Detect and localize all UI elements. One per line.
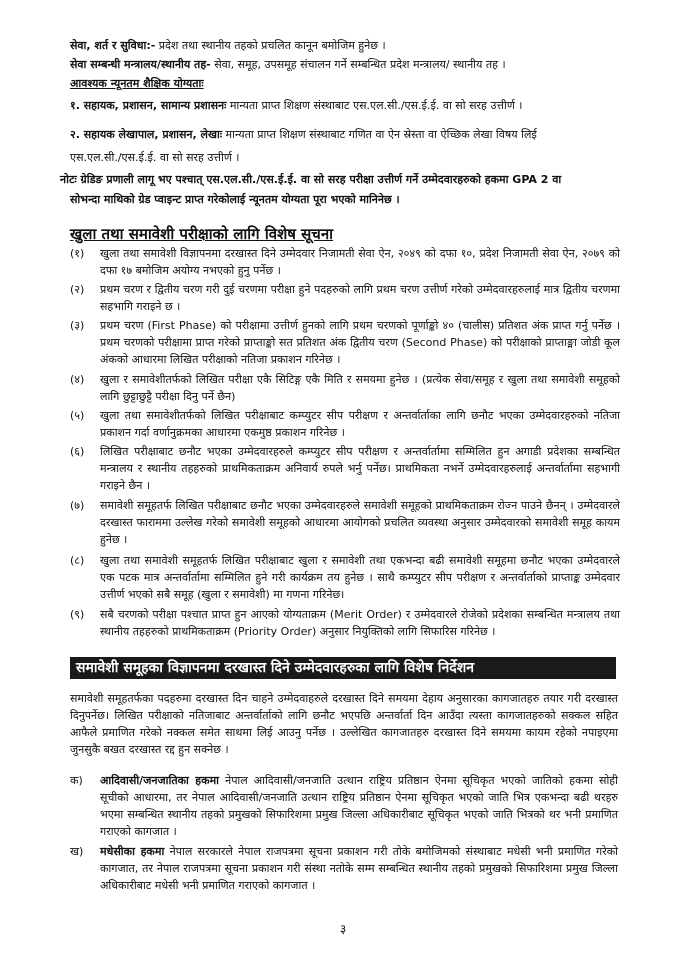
item-text: लिखित परीक्षाबाट छनौट भएका उम्मेदवारहरुले कम्प्युटर सीप परीक्षण र अन्तर्वार्तामा सम्मिलित हुन अगाडी प्रदेशका सम्बन्धित मन्त्रालय र स्थानीय तहहरुको प्राथमिकताक्रम अनिवार्य रुपले भर्नु पर्नेछ। प्राथमिकता नभर्ने उम्मेदवारहरुलाई अन्तर्वार्तामा सहभागी गराइने छैन । [100, 445, 620, 492]
terms-line [70, 38, 386, 53]
qualification-2 [70, 127, 537, 142]
sub-item-label: ख) [70, 845, 84, 858]
sub-item-label: क) [70, 774, 83, 787]
item-number: (६) [70, 445, 85, 458]
item-text: खुला तथा समावेशी विज्ञापनमा दरखास्त दिने उम्मेदवार निजामती सेवा ऐन, २०४९ को दफा १०, प्रदेश निजामती सेवा ऐन, २०७९ को दफा १७ बमोजिम अयोग्य नभएको हुनु पर्नेछ । [100, 247, 620, 277]
special-notice-heading: खुला तथा समावेशी परीक्षाको लागि विशेष सूचना [70, 225, 334, 243]
page-number: ३ [340, 922, 347, 936]
item-text: सबै चरणको परीक्षा पश्चात प्राप्त हुन आएको योग्यताक्रम (Merit Order) र उम्मेदवारले रोजेको प्रदेशका सम्बन्धित मन्त्रालय तथा स्थानीय तहहरुको प्राथमिकताक्रम (Priority Order) अनुसार नियुक्तिको लागि सिफारिस गरिनेछ । [100, 608, 620, 638]
item-text: खुला र समावेशीतर्फको लिखित परीक्षा एकै सिटिङ्ग एकै मिति र समयमा हुनेछ । (प्रत्येक सेवा/समूह र खुला तथा समावेशी समूहको लागि छुट्टाछुट्टै परीक्षा दिनु पर्ने छैन) [100, 373, 620, 403]
item-number: (९) [70, 608, 85, 621]
item-number: (२) [70, 283, 85, 296]
terms-text: प्रदेश तथा स्थानीय तहको प्रचलित कानून बमोजिम हुनेछ । [155, 39, 386, 52]
item-number: (८) [70, 554, 85, 567]
item-text: खुला तथा समावेशीतर्फको लिखित परीक्षाबाट कम्प्युटर सीप परीक्षण र अन्तर्वार्ताका लागि छनौट भएका उम्मेदवारहरुको नतिजा प्रकाशन गर्दा वर्णानुक्रमका आधारमा एकमुष्ठ प्रकाशन गरिनेछ । [100, 409, 620, 439]
ministry-text: सेवा, समूह, उपसमूह संचालन गर्ने सम्बन्धित प्रदेश मन्त्रालय/ स्थानीय तह । [210, 58, 506, 71]
qualification-1-label: १. सहायक, प्रशासन, सामान्य प्रशासनः [70, 99, 227, 112]
sub-item-text [100, 843, 618, 894]
banner-paragraph: समावेशी समूहतर्फका पदहरुमा दरखास्त दिन चाहने उम्मेदवाहरुले दरखास्त दिने समयमा देहाय अनुसारका कागजातहरु तयार गरी दरखास्त दिनुपर्नेछ। लिखित परीक्षाको नतिजाबाट अन्तर्वार्ताको लागि छनौट भएपछि अन्तर्वार्ता दिन आउँदा त्यस्ता कागजातहरुको सक्कल सहित आफैले प्रमाणित गरेको नक्कल समेत साथमा लिई आउनु पर्नेछ । उल्लेखित कागजातहरु दरखास्त दिने समयमा कायम रहेको नपाइएमा जुनसुकै बखत दरखास्त रद्द हुन सक्नेछ । [70, 692, 618, 756]
item-text: खुला तथा समावेशी समूहतर्फ लिखित परीक्षाबाट खुला र समावेशी तथा एकभन्दा बढी समावेशी समूहमा छनौट भएका उम्मेदवारले एक पटक मात्र अन्तर्वार्तामा सम्मिलित हुने गरी कार्यक्रम तय हुनेछ । साथै कम्प्युटर सीप परीक्षण र अन्तर्वार्ताको प्राप्ताङ्क उम्मेदवार उत्तीर्ण भएको सबै समूह (खुला र समावेशी) मा गणना गरिनेछ। [100, 554, 620, 601]
terms-label: सेवा, शर्त र सुविधा:- [70, 39, 156, 52]
item-number: (३) [70, 319, 85, 332]
sub-item-title: मधेसीका हकमा [100, 845, 165, 858]
special-instruction-banner: समावेशी समूहका विज्ञापनमा दरखास्त दिने उम्मेदवारहरुका लागि विशेष निर्देशन [70, 657, 616, 679]
qualification-2-cont: एस.एल.सी./एस.ई.ई. वा सो सरह उत्तीर्ण । [70, 151, 240, 164]
item-number: (७) [70, 499, 85, 512]
sub-item-body: नेपाल सरकारले नेपाल राजपत्रमा सूचना प्रकाशन गरी तोके बमोजिमको संस्थाबाट मधेसी भनी प्रमाणित गरेको कागजात, तर नेपाल राजपत्रमा सूचना प्रकाशन गरी संस्था नतोके सम्म सम्बन्धित स्थानीय तहको प्रमुखको सिफारिशमा प्रमुख जिल्ला अधिकारीबाट मधेसी भनी प्रमाणित गराएको कागजात । [100, 845, 618, 892]
qualification-1 [70, 98, 522, 113]
item-text: समावेशी समूहतर्फ लिखित परीक्षाबाट छनौट भएका उम्मेदवारहरुले समावेशी समूहको प्राथमिकताक्रम रोज्न पाउने छैनन् । उम्मेदवारले दरखास्त फाराममा उल्लेख गरेको समावेशी समूहको आधारमा आयोगको प्रचलित व्यवस्था अनुसार उम्मेदवारको समावेशी समूह कायम हुनेछ । [100, 499, 620, 546]
note-line-2: सोभन्दा माथिको ग्रेड प्वाइन्ट प्राप्त गरेकोलाई न्यूनतम योग्यता पूरा भएको मानिनेछ । [70, 193, 400, 206]
item-text: प्रथम चरण (First Phase) को परीक्षामा उत्तीर्ण हुनको लागि प्रथम चरणको पूर्णाङ्को ४० (चालीस) प्रतिशत अंक प्राप्त गर्नु पर्नेछ । प्रथम चरणको परीक्षामा प्राप्त गरेको प्राप्ताङ्को सत प्रतिशत अंक द्वितीय चरण (Second Phase) को परीक्षाको प्राप्ताङ्मा जोडी कूल अंकको आधारमा लिखित परीक्षाको नतिजा प्रकाशन गरिनेछ । [100, 319, 620, 366]
ministry-line [70, 57, 506, 72]
item-number: (१) [70, 247, 85, 260]
item-number: (५) [70, 409, 85, 422]
qualification-1-text: मान्यता प्राप्त शिक्षण संस्थाबाट एस.एल.सी./एस.ई.ई. वा सो सरह उत्तीर्ण । [226, 99, 523, 112]
sub-item-title: आदिवासी/जनजातिका हकमा [100, 774, 220, 787]
note-line-1: नोटः ग्रेडिङ प्रणाली लागू भए पश्चात् एस.एल.सी./एस.ई.ई. वा सो सरह परीक्षा उत्तीर्ण गर्ने उम्मेदवारहरुको हकमा GPA 2 वा [60, 173, 562, 186]
qualification-2-text: मान्यता प्राप्त शिक्षण संस्थाबाट गणित वा ऐन स्रेस्ता वा ऐच्छिक लेखा विषय लिई [222, 128, 537, 141]
item-number: (४) [70, 373, 85, 386]
ministry-label: सेवा सम्बन्धी मन्त्रालय/स्थानीय तह- [70, 58, 211, 71]
sub-item-text [100, 772, 618, 840]
qualification-2-label: २. सहायक लेखापाल, प्रशासन, लेखाः [70, 128, 223, 141]
item-text: प्रथम चरण र द्वितीय चरण गरी दुई चरणमा परीक्षा हुने पदहरुको लागि प्रथम चरण उत्तीर्ण गरेको उम्मेदवारहरुलाई मात्र द्वितीय चरणमा सहभागि गराइने छ । [100, 283, 620, 313]
qualification-heading: आवश्यक न्यूनतम शैक्षिक योग्यताः [70, 77, 204, 90]
sub-item-body: नेपाल आदिवासी/जनजाति उत्थान राष्ट्रिय प्रतिष्ठान ऐनमा सूचिकृत भएको जातिको हकमा सोही सूचीको आधारमा, तर नेपाल आदिवासी/जनजाति उत्थान राष्ट्रिय प्रतिष्ठान ऐनमा सूचिकृत भएको जाति भित्र एकभन्दा बढी थरहरु भएमा सम्बन्धित स्थानीय तहको प्रमुखको सिफारिशमा प्रमुख जिल्ला अधिकारीबाट सूचिकृत भएको जाति भित्रको थर भनी प्रमाणित गराएको कागजात । [100, 774, 618, 838]
